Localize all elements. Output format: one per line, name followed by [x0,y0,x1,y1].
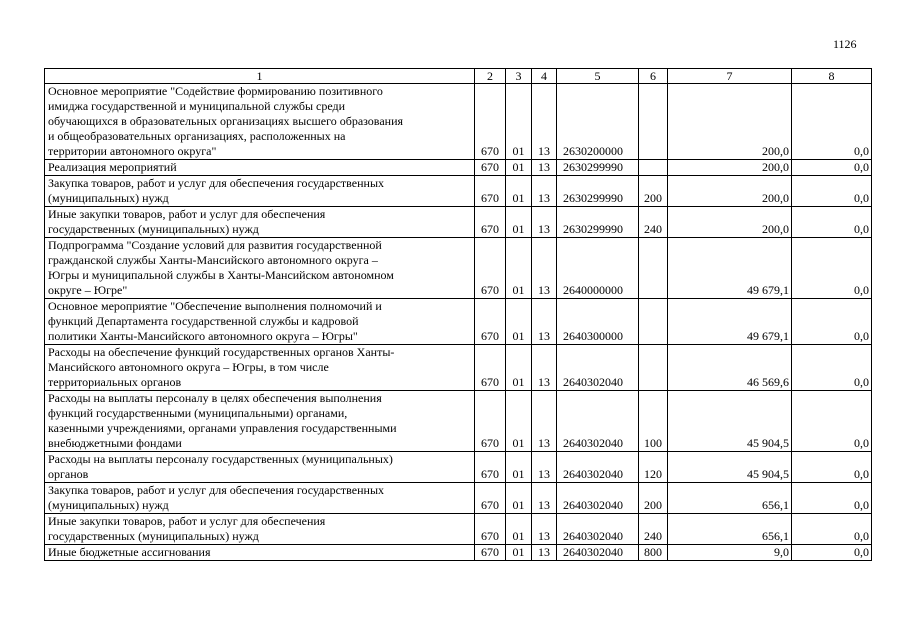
table-row [45,160,872,176]
cell-c4: 13 [532,207,557,238]
cell-c7: 45 904,5 [668,391,792,452]
description-line: Расходы на выплаты персоналу государственных (муниципальных) [48,452,393,466]
cell-c3: 01 [506,483,532,514]
cell-c5: 2630299990 [557,160,639,176]
row-description [45,545,475,561]
description-line: государственных (муниципальных) нужд [48,529,259,543]
cell-c4: 13 [532,238,557,299]
header-cell: 2 [475,69,506,84]
cell-c5: 2640000000 [557,238,639,299]
description-line: имиджа государственной и муниципальной службы среди [48,99,346,113]
cell-c3: 01 [506,160,532,176]
header-cell: 7 [668,69,792,84]
cell-c3: 01 [506,207,532,238]
cell-c2: 670 [475,160,506,176]
cell-c4: 13 [532,514,557,545]
description-line: внебюджетными фондами [48,436,182,450]
row-description [45,176,475,207]
cell-c7: 45 904,5 [668,452,792,483]
row-description [45,299,475,345]
description-line: гражданской службы Ханты-Мансийского автономного округа – [48,253,378,267]
cell-c4: 13 [532,160,557,176]
cell-c5: 2640302040 [557,545,639,561]
cell-c3: 01 [506,391,532,452]
cell-c6: 240 [639,207,668,238]
cell-c7: 49 679,1 [668,238,792,299]
cell-c2: 670 [475,207,506,238]
cell-c3: 01 [506,345,532,391]
cell-c5: 2640302040 [557,483,639,514]
row-description [45,160,475,176]
cell-c7: 200,0 [668,176,792,207]
description-line: Закупка товаров, работ и услуг для обеспечения государственных [48,176,385,190]
cell-c8: 0,0 [792,176,872,207]
cell-c4: 13 [532,299,557,345]
table-row [45,176,872,207]
table-row [45,299,872,345]
cell-c5: 2630200000 [557,84,639,160]
row-description [45,238,475,299]
description-line: (муниципальных) нужд [48,498,169,512]
description-line: казенными учреждениями, органами управления государственными [48,421,397,435]
cell-c2: 670 [475,345,506,391]
cell-c8: 0,0 [792,514,872,545]
cell-c2: 670 [475,299,506,345]
cell-c8: 0,0 [792,299,872,345]
row-description [45,84,475,160]
table-header-row [45,69,872,84]
header-cell: 8 [792,69,872,84]
cell-c5: 2640302040 [557,514,639,545]
cell-c8: 0,0 [792,238,872,299]
description-line: территории автономного округа" [48,144,217,158]
row-description [45,483,475,514]
cell-c6 [639,160,668,176]
cell-c5: 2630299990 [557,176,639,207]
cell-c7: 656,1 [668,514,792,545]
description-line: политики Ханты-Мансийского автономного округа – Югры" [48,329,358,343]
cell-c8: 0,0 [792,345,872,391]
cell-c6: 120 [639,452,668,483]
cell-c3: 01 [506,299,532,345]
cell-c2: 670 [475,84,506,160]
cell-c3: 01 [506,452,532,483]
description-line: Подпрограмма "Создание условий для развития государственной [48,238,382,252]
description-line: государственных (муниципальных) нужд [48,222,259,236]
cell-c7: 9,0 [668,545,792,561]
header-cell: 3 [506,69,532,84]
cell-c5: 2630299990 [557,207,639,238]
cell-c3: 01 [506,176,532,207]
cell-c6 [639,345,668,391]
description-line: и общеобразовательных организациях, расположенных на [48,129,346,143]
cell-c2: 670 [475,452,506,483]
cell-c8: 0,0 [792,545,872,561]
description-line: Основное мероприятие "Обеспечение выполнения полномочий и [48,299,382,313]
cell-c8: 0,0 [792,207,872,238]
cell-c4: 13 [532,84,557,160]
cell-c2: 670 [475,514,506,545]
description-line: Расходы на выплаты персоналу в целях обеспечения выполнения [48,391,382,405]
table-row [45,483,872,514]
description-line: (муниципальных) нужд [48,191,169,205]
cell-c2: 670 [475,238,506,299]
table-body [45,69,872,561]
description-line: Иные закупки товаров, работ и услуг для обеспечения [48,514,326,528]
table-row [45,391,872,452]
cell-c2: 670 [475,545,506,561]
cell-c6: 800 [639,545,668,561]
cell-c2: 670 [475,391,506,452]
cell-c4: 13 [532,391,557,452]
description-line: органов [48,467,89,481]
cell-c7: 49 679,1 [668,299,792,345]
cell-c7: 200,0 [668,160,792,176]
description-line: Реализация мероприятий [48,160,177,174]
cell-c4: 13 [532,452,557,483]
cell-c7: 656,1 [668,483,792,514]
cell-c4: 13 [532,345,557,391]
cell-c4: 13 [532,176,557,207]
budget-table [44,68,872,561]
page-number: 1126 [833,37,857,51]
cell-c3: 01 [506,84,532,160]
cell-c6: 240 [639,514,668,545]
cell-c6: 200 [639,483,668,514]
cell-c2: 670 [475,176,506,207]
description-line: Закупка товаров, работ и услуг для обеспечения государственных [48,483,385,497]
cell-c3: 01 [506,514,532,545]
row-description [45,345,475,391]
header-cell: 5 [557,69,639,84]
row-description [45,391,475,452]
table-row [45,84,872,160]
header-cell: 4 [532,69,557,84]
cell-c3: 01 [506,545,532,561]
description-line: территориальных органов [48,375,182,389]
cell-c7: 46 569,6 [668,345,792,391]
header-cell: 6 [639,69,668,84]
cell-c6 [639,238,668,299]
description-line: Мансийского автономного округа – Югры, в том числе [48,360,329,374]
description-line: Югры и муниципальной службы в Ханты-Мансийском автономном [48,268,394,282]
table-row [45,452,872,483]
cell-c5: 2640300000 [557,299,639,345]
cell-c8: 0,0 [792,160,872,176]
description-line: Основное мероприятие "Содействие формированию позитивного [48,84,383,98]
cell-c7: 200,0 [668,84,792,160]
table-row [45,545,872,561]
table-row [45,207,872,238]
table-row [45,514,872,545]
cell-c6 [639,299,668,345]
table-row [45,238,872,299]
cell-c5: 2640302040 [557,391,639,452]
cell-c6: 200 [639,176,668,207]
description-line: округе – Югре" [48,283,128,297]
cell-c5: 2640302040 [557,452,639,483]
description-line: функций государственными (муниципальными) органами, [48,406,348,420]
cell-c6: 100 [639,391,668,452]
description-line: Иные закупки товаров, работ и услуг для обеспечения [48,207,326,221]
cell-c3: 01 [506,238,532,299]
cell-c2: 670 [475,483,506,514]
row-description [45,514,475,545]
header-cell: 1 [45,69,475,84]
cell-c4: 13 [532,545,557,561]
cell-c8: 0,0 [792,452,872,483]
cell-c8: 0,0 [792,391,872,452]
row-description [45,452,475,483]
cell-c5: 2640302040 [557,345,639,391]
cell-c4: 13 [532,483,557,514]
cell-c8: 0,0 [792,483,872,514]
description-line: Иные бюджетные ассигнования [48,545,211,559]
description-line: функций Департамента государственной службы и кадровой [48,314,359,328]
table-row [45,345,872,391]
row-description [45,207,475,238]
cell-c8: 0,0 [792,84,872,160]
description-line: обучающихся в образовательных организациях высшего образования [48,114,404,128]
cell-c7: 200,0 [668,207,792,238]
description-line: Расходы на обеспечение функций государственных органов Ханты- [48,345,395,359]
cell-c6 [639,84,668,160]
